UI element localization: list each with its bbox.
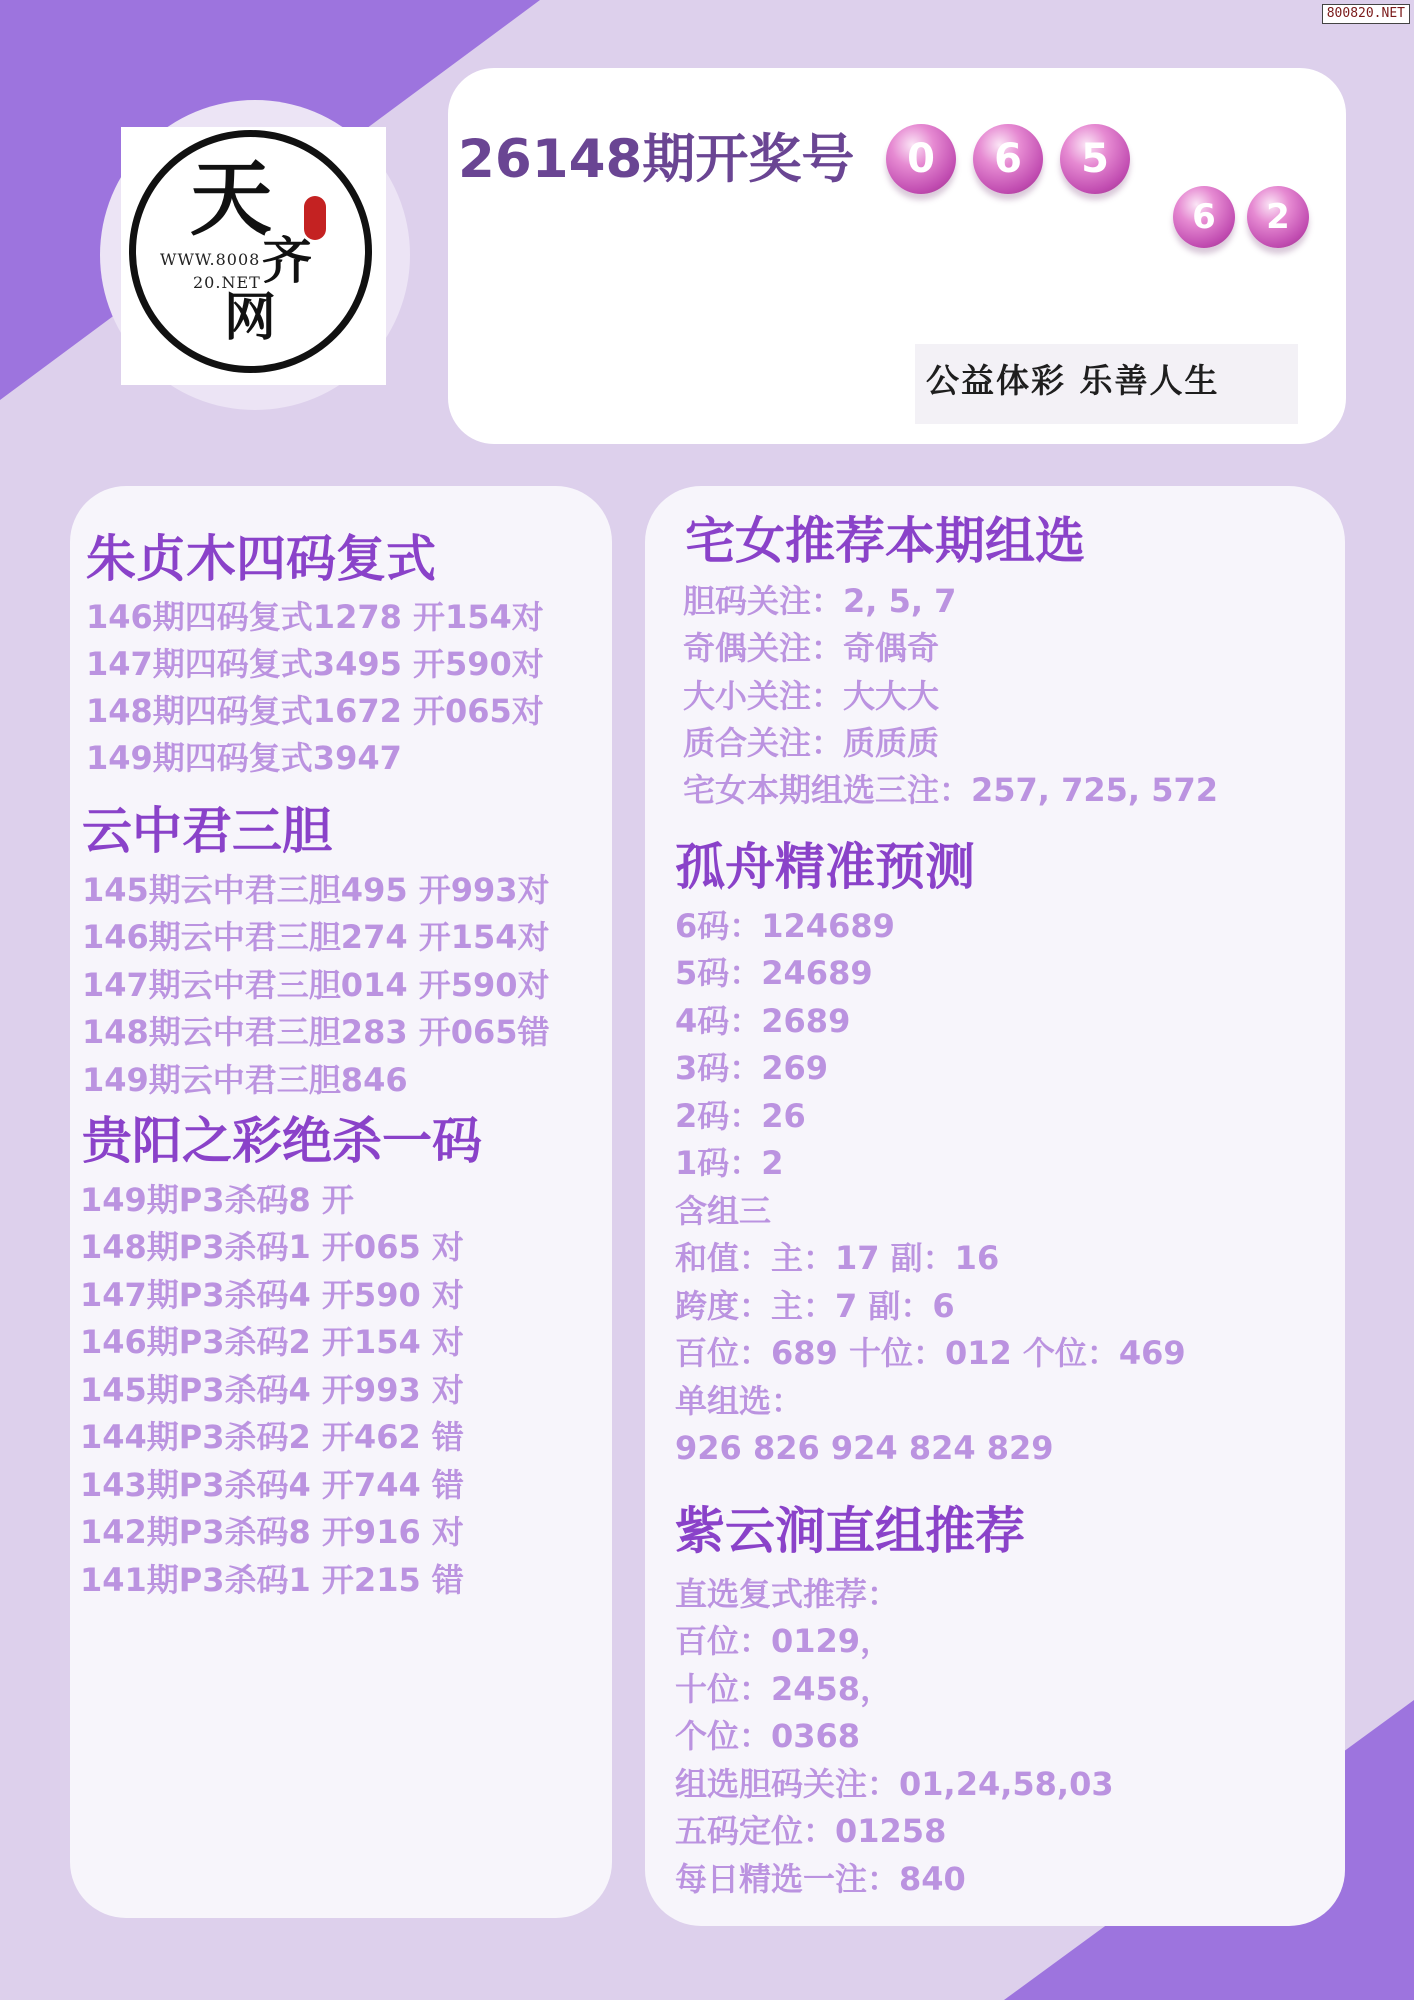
list-item: 3码：269	[675, 1049, 829, 1087]
site-watermark: 800820.NET	[1322, 4, 1410, 24]
list-item: 926 826 924 824 829	[675, 1429, 1054, 1467]
list-item: 个位：0368	[675, 1717, 861, 1755]
draw-result-title: 26148期开奖号	[458, 129, 855, 190]
list-item: 4码：2689	[675, 1002, 851, 1040]
result-ball-3: 5	[1060, 124, 1130, 194]
section-heading-ziyunjian: 紫云涧直组推荐	[675, 1502, 1025, 1560]
logo-url-line2: 20.NET	[193, 273, 261, 292]
list-item: 组选胆码关注：01,24,58,03	[675, 1765, 1114, 1803]
extra-ball-2: 2	[1247, 186, 1309, 248]
list-item: 直选复式推荐：	[675, 1575, 900, 1613]
result-ball-1: 0	[886, 124, 956, 194]
logo-char-wang: 网	[224, 287, 277, 348]
section-heading-yunzhongjun: 云中君三胆	[82, 802, 332, 860]
list-item: 1码：2	[675, 1144, 784, 1182]
list-item: 148期四码复式1672 开065对	[86, 692, 544, 730]
list-item: 和值：主：17 副：16	[675, 1239, 1000, 1277]
list-item: 142期P3杀码8 开916 对	[80, 1513, 464, 1551]
list-item: 含组三	[675, 1192, 772, 1230]
list-item: 149期四码复式3947	[86, 739, 402, 777]
list-item: 大小关注：大大大	[683, 677, 940, 715]
list-item: 149期P3杀码8 开	[80, 1181, 354, 1219]
list-item: 148期云中君三胆283 开065错	[82, 1013, 550, 1051]
section-heading-guiyang: 贵阳之彩绝杀一码	[82, 1112, 482, 1170]
list-item: 147期P3杀码4 开590 对	[80, 1276, 464, 1314]
list-item: 147期四码复式3495 开590对	[86, 645, 544, 683]
list-item: 宅女本期组选三注：257, 725, 572	[683, 771, 1218, 809]
list-item: 146期四码复式1278 开154对	[86, 598, 544, 636]
list-item: 5码：24689	[675, 954, 873, 992]
list-item: 质合关注：质质质	[683, 724, 940, 762]
section-heading-zhainv: 宅女推荐本期组选	[685, 512, 1085, 570]
list-item: 149期云中君三胆846	[82, 1061, 408, 1099]
list-item: 148期P3杀码1 开065 对	[80, 1228, 464, 1266]
list-item: 胆码关注：2, 5, 7	[683, 582, 957, 620]
list-item: 143期P3杀码4 开744 错	[80, 1466, 464, 1504]
list-item: 146期P3杀码2 开154 对	[80, 1323, 464, 1361]
list-item: 144期P3杀码2 开462 错	[80, 1418, 464, 1456]
list-item: 6码：124689	[675, 907, 895, 945]
list-item: 奇偶关注：奇偶奇	[683, 629, 940, 667]
logo-char-qi: 齐	[262, 231, 312, 290]
list-item: 五码定位：01258	[675, 1812, 947, 1850]
list-item: 每日精选一注：840	[675, 1860, 966, 1898]
list-item: 147期云中君三胆014 开590对	[82, 966, 550, 1004]
list-item: 145期云中君三胆495 开993对	[82, 871, 550, 909]
list-item: 单组选：	[675, 1382, 804, 1420]
section-heading-guzhou: 孤舟精准预测	[675, 838, 975, 896]
list-item: 141期P3杀码1 开215 错	[80, 1561, 464, 1599]
slogan-text: 公益体彩 乐善人生	[926, 361, 1220, 400]
list-item: 百位：0129，	[675, 1622, 893, 1660]
list-item: 145期P3杀码4 开993 对	[80, 1371, 464, 1409]
list-item: 百位：689 十位：012 个位：469	[675, 1334, 1186, 1372]
logo-char-tian: 天	[190, 151, 273, 247]
list-item: 146期云中君三胆274 开154对	[82, 918, 550, 956]
extra-ball-1: 6	[1173, 186, 1235, 248]
list-item: 2码：26	[675, 1097, 806, 1135]
logo-url-line1: WWW.8008	[160, 250, 261, 269]
result-ball-2: 6	[973, 124, 1043, 194]
list-item: 十位：2458，	[675, 1670, 893, 1708]
section-heading-zhuzhenmu: 朱贞木四码复式	[86, 530, 436, 588]
list-item: 跨度：主：7 副：6	[675, 1287, 955, 1325]
